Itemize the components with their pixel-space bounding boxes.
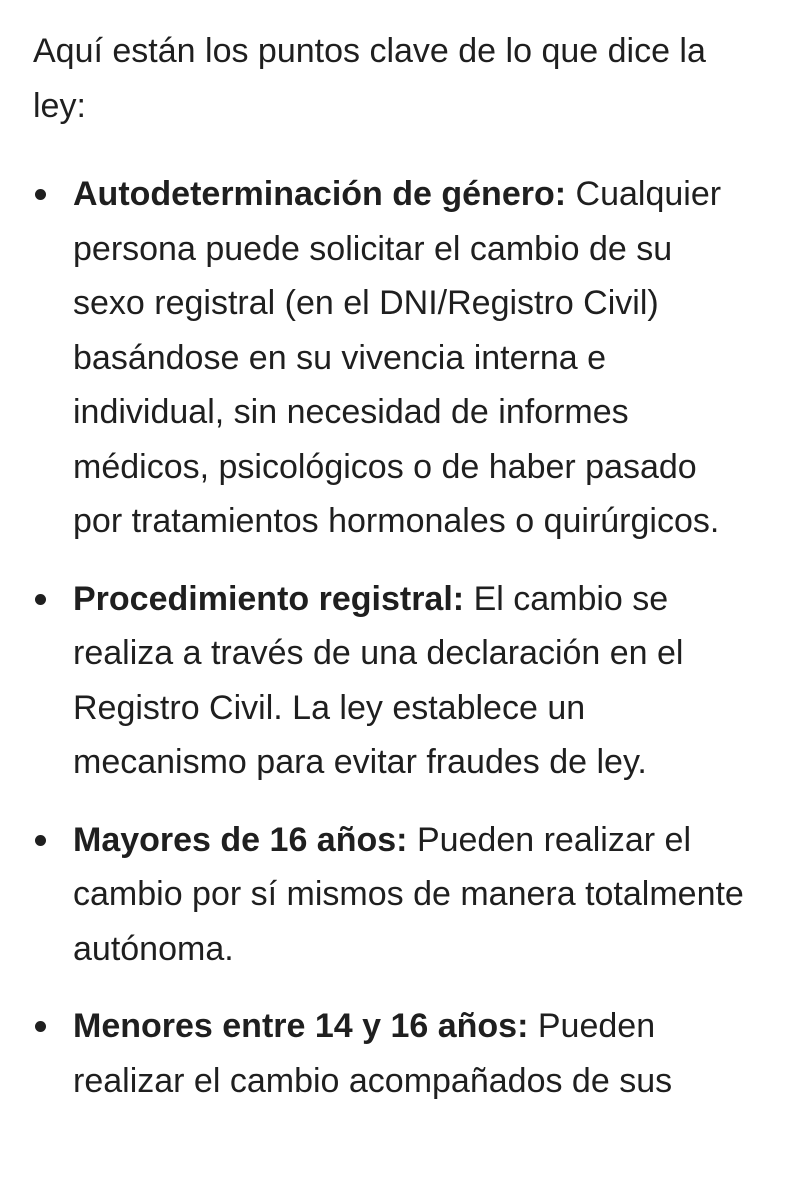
list-item bbox=[33, 572, 753, 790]
key-points-list bbox=[33, 167, 753, 1108]
point-term: Autodeterminación de género: bbox=[73, 175, 567, 213]
list-item bbox=[33, 813, 753, 977]
list-item bbox=[33, 167, 753, 549]
point-text: El cambio se realiza a través de una declaración en el Registro Civil. La ley establece un mecanismo para evitar fraudes de ley. bbox=[73, 579, 684, 781]
intro-paragraph: Aquí están los puntos clave de lo que dice la ley: bbox=[33, 32, 706, 125]
bullet-icon bbox=[35, 1021, 46, 1032]
point-text: Pueden realizar el cambio por sí mismos de manera totalmente autónoma. bbox=[73, 820, 744, 968]
point-text: Pueden realizar el cambio acompañados de sus bbox=[73, 1007, 673, 1100]
point-term: Procedimiento registral: bbox=[73, 579, 465, 618]
list-item bbox=[33, 999, 753, 1108]
point-term: Mayores de 16 años: bbox=[73, 820, 408, 859]
point-term: Menores entre 14 y 16 años: bbox=[73, 1007, 529, 1045]
bullet-icon bbox=[35, 189, 46, 200]
bullet-icon bbox=[35, 594, 46, 605]
response-content bbox=[33, 24, 753, 1131]
bullet-icon bbox=[35, 835, 46, 846]
point-text: Cualquier persona puede solicitar el cambio de su sexo registral (en el DNI/Registro Civil) basándose en su vivencia interna e individual, sin necesidad de informes médicos, psicológicos o de haber pasado por tratamientos hormonales o quirúrgicos. bbox=[73, 175, 722, 540]
